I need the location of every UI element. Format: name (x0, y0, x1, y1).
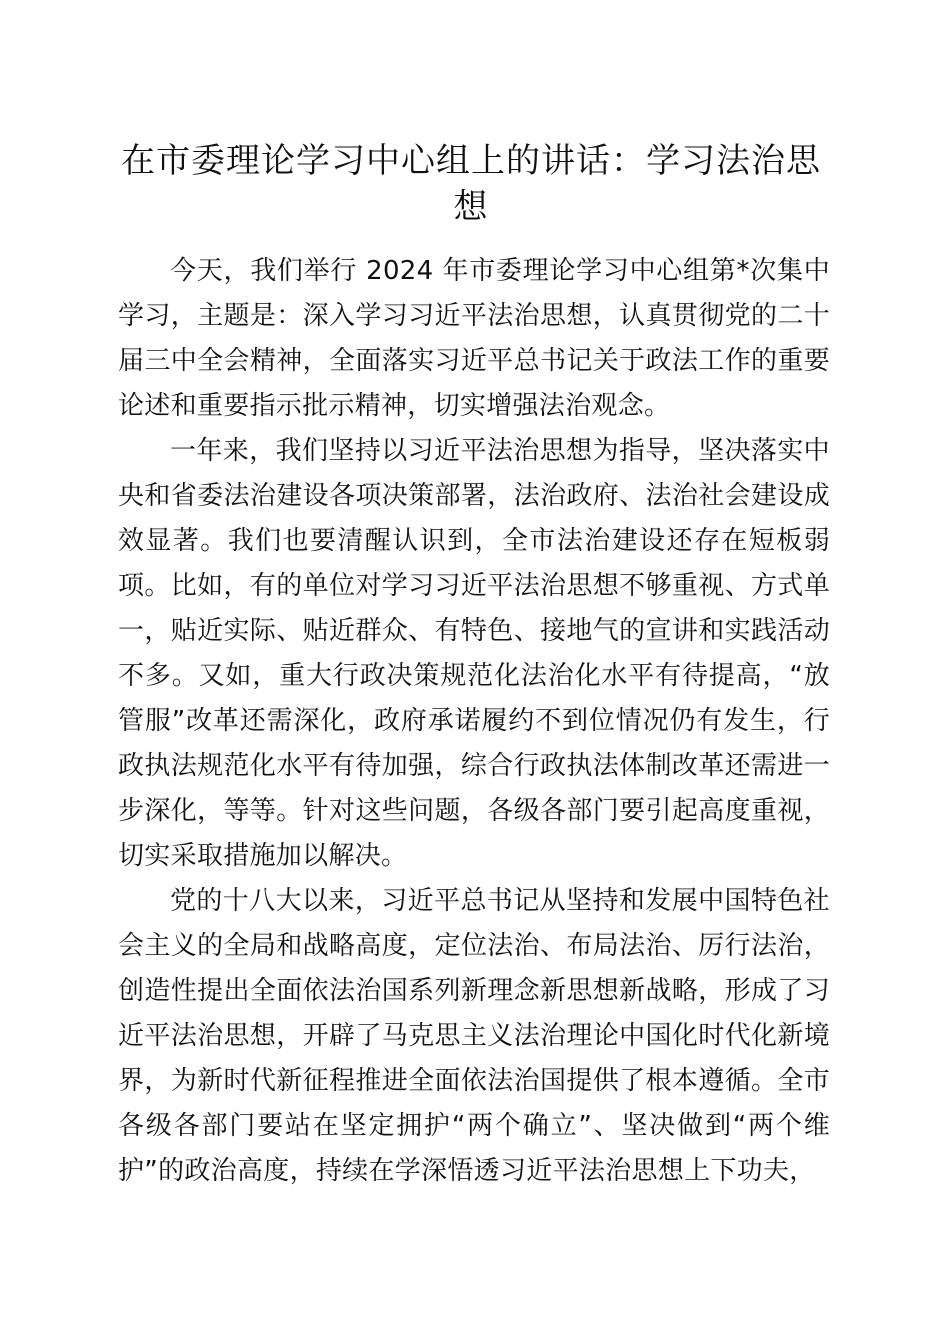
paragraph-3: 党的十八大以来，习近平总书记从坚持和发展中国特色社会主义的全局和战略高度，定位法治、布局法治、厉行法治，创造性提出全面依法治国系列新理念新思想新战略，形成了习近平法治思想，开辟了马克思主义法治理论中国化时代化新境界，为新时代新征程推进全面依法治国提供了根本遵循。全市各级各部门要站在坚定拥护“两个确立”、坚决做到“两个维护”的政治高度，持续在学深悟透习近平法治思想上下功夫， (118, 886, 830, 1186)
paragraph-1: 今天，我们举行 2024 年市委理论学习中心组第*次集中学习，主题是：深入学习习近平法治思想，认真贯彻党的二十届三中全会精神，全面落实习近平总书记关于政法工作的重要论述和重要指示批示精神，切实增强法治观念。 (118, 256, 830, 421)
paragraph-2: 一年来，我们坚持以习近平法治思想为指导，坚决落实中央和省委法治建设各项决策部署，法治政府、法治社会建设成效显著。我们也要清醒认识到，全市法治建设还存在短板弱项。比如，有的单位对学习习近平法治思想不够重视、方式单一，贴近实际、贴近群众、有特色、接地气的宣讲和实践活动不多。又如，重大行政决策规范化法治化水平有待提高，“放管服”改革还需深化，政府承诺履约不到位情况仍有发生，行政执法规范化水平有待加强，综合行政执法体制改革还需进一步深化，等等。针对这些问题，各级各部门要引起高度重视，切实采取措施加以解决。 (118, 436, 830, 871)
document-body (118, 249, 830, 1194)
document-title: 在市委理论学习中心组上的讲话：学习法治思想 (121, 141, 821, 227)
